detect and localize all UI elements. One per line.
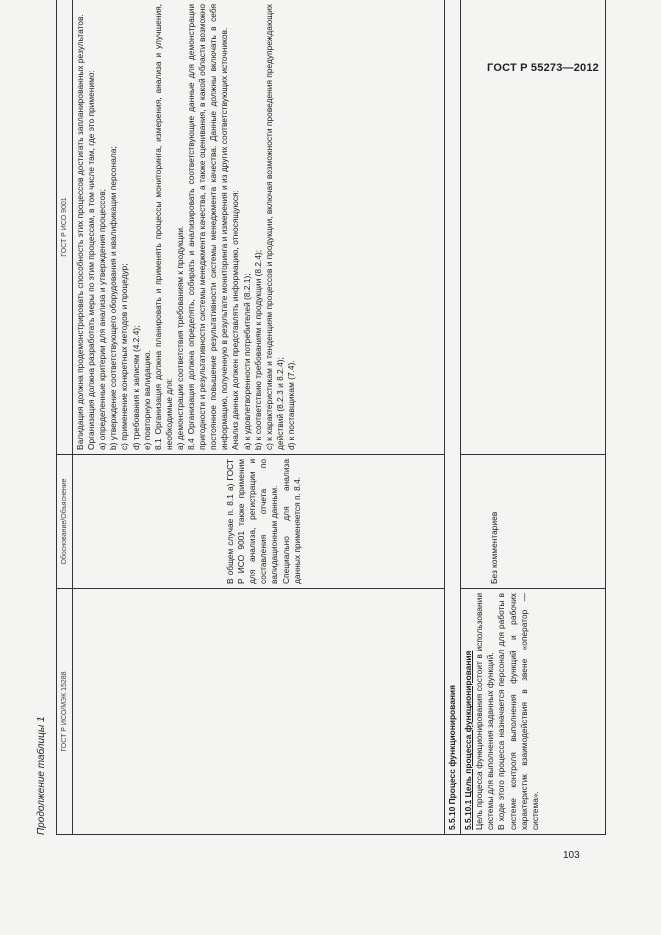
section-heading: 5.5.10 Процесс функционирования	[445, 0, 461, 835]
iso15288-paragraph: Цель процесса функционирования состоит в использовании системы для выполнения заданных функций.	[474, 593, 496, 830]
iso9001-list-item: а) определенные критерии для анализа и утверждения процессов;	[97, 189, 108, 450]
subsection-title: 5.5.10.1 Цель процесса функционирования	[463, 650, 474, 830]
iso9001-list-item: а) к удовлетворенности потребителей (8.2.1);	[241, 273, 252, 450]
cell-iso15288	[461, 589, 606, 835]
iso9001-paragraph: 8.1 Организация должна планировать и применять процессы мониторинга, измерения, анализа и улучшения, необходимые для:	[152, 4, 174, 450]
iso9001-paragraph: Анализ данных должен представлять информацию, относящуюся:	[230, 190, 241, 450]
iso9001-paragraph: 8.4 Организация должна определять, собирать и анализировать соответствующие данные для демонстрации пригодности и результативности системы менеджмента качества, а также оценивания, в какой области возможно постоянное повышение результативности системы менеджмента качества. Данные должны включать в себя информацию, полученную в результате мониторинга и измерения и из других соответствующих источников.	[186, 4, 230, 450]
cell-rationale	[461, 455, 606, 589]
rationale-paragraph: Специально для анализа данных применяется п. 8.4.	[280, 459, 302, 584]
table-header-row	[57, 0, 73, 835]
table-section-row	[445, 0, 461, 835]
cell-iso9001	[73, 0, 445, 455]
iso9001-list-item: d) к поставщикам (7.4).	[285, 360, 296, 450]
document-standard-header: ГОСТ Р 55273—2012	[487, 62, 599, 74]
no-comments-text: Без комментариев	[489, 511, 500, 584]
cell-iso9001-empty	[461, 0, 606, 455]
column-header-rationale: Обоснование/Объяснение	[57, 455, 73, 589]
iso9001-paragraph: Валидация должна продемонстрировать способность этих процессов достигать запланированных результатов.	[75, 14, 86, 450]
iso9001-list-item: b) утверждение соответствующего оборудования и квалификации персонала;	[108, 146, 119, 450]
comparison-table	[56, 0, 606, 835]
iso15288-paragraph: В ходе этого процесса назначается персонал для работы в системе контроля выполнения функций и рабочих характеристик взаимодействия в звене «оператор — система».	[496, 593, 540, 830]
page-number: 103	[563, 850, 580, 861]
rotated-page-content	[36, 0, 598, 835]
cell-iso15288-empty	[73, 589, 445, 835]
iso9001-paragraph: Организация должна разработать меры по этим процессам, в том числе там, где это применимо:	[86, 70, 97, 450]
iso9001-list-item: а) демонстрации соответствия требованиям к продукции.	[174, 225, 185, 450]
table-row	[461, 0, 606, 835]
rationale-paragraph: В общем случае п. 8.1 а) ГОСТ Р ИСО 9001 также применим для анализа, регистрации и составления отчета по валидационным данным.	[225, 459, 280, 584]
column-header-iso15288: ГОСТ Р ИСО/МЭК 15288	[57, 589, 73, 835]
iso9001-list-item: d) требования к записям (4.2.4);	[130, 325, 141, 450]
table-row	[73, 0, 445, 835]
iso9001-list-item: e) повторную валидацию.	[141, 350, 152, 450]
cell-rationale	[73, 455, 445, 589]
table-caption: Продолжение таблицы 1	[36, 716, 47, 835]
iso9001-list-item: c) применение конкретных методов и процедур;	[119, 263, 130, 450]
iso9001-list-item: c) к характеристикам и тенденциям процессов и продукции, включая возможности проведения предупреждающих действий (8.2.3 и 8.2.4);	[263, 4, 285, 450]
iso9001-list-item: b) к соответствию требованиям к продукции (8.2.4);	[252, 249, 263, 450]
column-header-iso9001: ГОСТ Р ИСО 9001	[57, 0, 73, 455]
